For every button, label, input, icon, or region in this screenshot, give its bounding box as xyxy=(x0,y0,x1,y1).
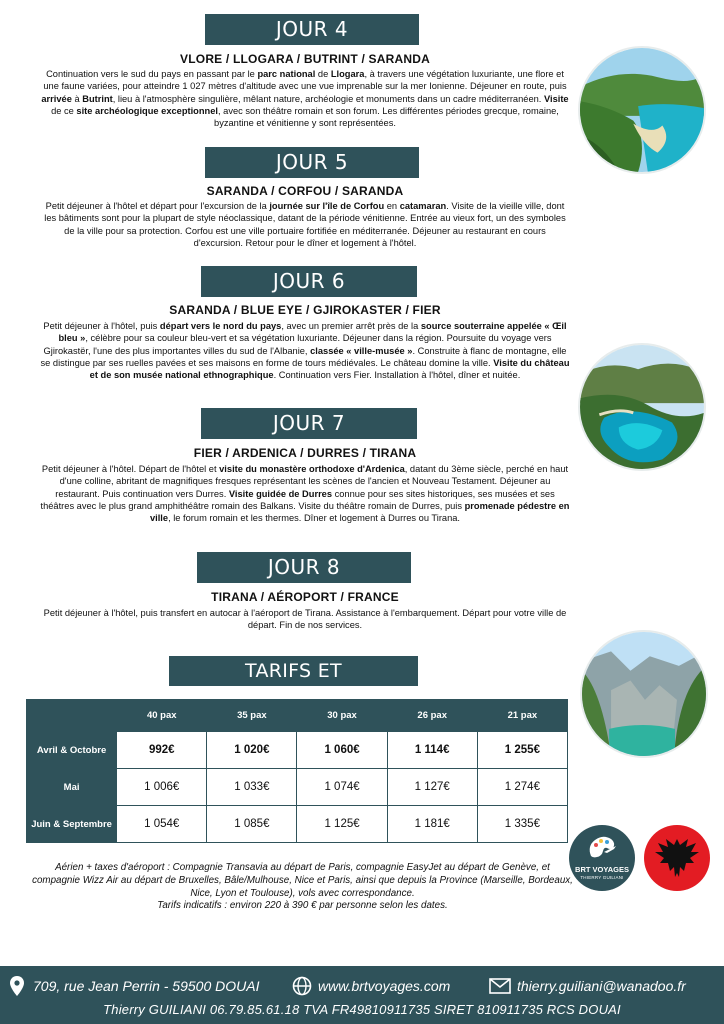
body-text: de ce xyxy=(51,105,77,116)
body-text: , le forum romain et les thermes. Dîner et logement à Durres ou Tirana. xyxy=(168,513,461,524)
price-cell: 1 006€ xyxy=(117,769,207,806)
brt-voyages-logo xyxy=(569,825,635,891)
row-label: Mai xyxy=(27,769,117,806)
body-text: Petit déjeuner à l'hôtel, puis transfert en autocar à l'aéroport de Tirana. Assistance à l'embarquement. Départ pour votre ville de départ. Fin de nos services. xyxy=(43,608,567,631)
highlight-text: Llogara xyxy=(330,69,365,79)
body-text: Continuation vers le sud du pays en passant par le xyxy=(46,69,258,79)
price-cell: 1 060€ xyxy=(297,732,387,769)
day-8-route: TIRANA / AÉROPORT / FRANCE xyxy=(211,590,399,604)
body-text: à xyxy=(71,93,83,104)
body-text: , datant du 3ème siècle, perché en haut d'une colline, abritant de magnifiques fresques représentant les scènes de l'ancien et Nouveau Testament. Déjeuner au restaurant. Puis continuation vers Durres. xyxy=(55,464,569,499)
day-8-title: JOUR 8 xyxy=(267,555,341,579)
day-5-title: JOUR 5 xyxy=(275,150,349,174)
price-table xyxy=(26,699,568,843)
price-cell: 1 127€ xyxy=(387,769,477,806)
body-text: connue pour ses sites historiques, ses musées et ses théâtres avec le plus grand amphithéâtre romain des Balkans. Visite du théâtre romain de Durres, puis xyxy=(40,488,555,511)
highlight-text: Butrint xyxy=(82,93,113,104)
day-6-route: SARANDA / BLUE EYE / GJIROKASTER / FIER xyxy=(169,303,441,317)
tarifs-notes xyxy=(30,862,575,913)
highlight-text: visite du monastère orthodoxe d'Ardenica xyxy=(219,464,405,474)
flight-info-note: Aérien + taxes d'aéroport : Compagnie Transavia au départ de Paris, compagnie EasyJet au départ de Genève, et compagnie Wizz Air au départ de Bruxelles, Bâle/Mulhouse, Nice et Paris, ainsi que depuis la Province (Marseille, Bordeaux, Nice, Lyon et Toulouse), vols avec correspondance. xyxy=(32,862,573,899)
price-cell: 1 114€ xyxy=(387,732,477,769)
price-cell: 1 074€ xyxy=(297,769,387,806)
footer xyxy=(0,966,724,1024)
highlight-text: parc national xyxy=(257,69,316,79)
body-text: . Continuation vers Fier. Installation à l'hôtel, dîner et nuitée. xyxy=(273,370,521,381)
day-4-description xyxy=(40,68,570,129)
coast-photo xyxy=(578,46,706,174)
day-8-banner xyxy=(197,552,411,583)
body-text: , avec son théâtre romain et son forum. Les différentes périodes grecque, romaine, byzantine et vénitienne y sont représentées. xyxy=(214,105,559,129)
body-text: , à travers une végétation luxuriante, une flore et une faune variées, pour atteindre 1 027 mètres d'altitude avec une vue imprenable sur la mer Ionienne. Déjeuner en route, puis xyxy=(43,69,567,92)
logo-sub-text: THIERRY GUILIANI xyxy=(580,875,624,880)
highlight-text: site archéologique exceptionnel xyxy=(76,105,218,116)
price-table-corner xyxy=(27,700,117,732)
day-7-route: FIER / ARDENICA / DURRES / TIRANA xyxy=(193,446,417,460)
tarifs-banner xyxy=(169,656,418,686)
highlight-text: Visite xyxy=(543,93,569,104)
day-5-banner xyxy=(205,147,419,178)
row-label: Avril & Octobre xyxy=(27,732,117,769)
day-5-route: SARANDA / CORFOU / SARANDA xyxy=(206,184,404,198)
footer-website[interactable]: www.brtvoyages.com xyxy=(318,978,451,994)
coast-photo-image xyxy=(580,48,704,172)
body-text: Petit déjeuner à l'hôtel, puis xyxy=(43,321,160,331)
body-text: , célèbre pour sa couleur bleu-vert et sa végétation luxuriante. Déjeuner dans la région. Poursuite du voyage vers Gjirokastër, l'une des plus importantes villes du sud de l'Albanie, xyxy=(43,333,552,356)
column-header: 26 pax xyxy=(387,700,477,732)
highlight-text: catamaran xyxy=(399,201,447,211)
canyon-photo-image xyxy=(582,632,706,756)
body-text: . Construite à flanc de montagne, elle se distingue par ses ruelles pavées et ses maisons en forme de tours médiévales. Le château domine la ville. xyxy=(40,345,567,368)
body-text: Petit déjeuner à l'hôtel. Départ de l'hôtel et xyxy=(41,464,220,474)
body-text: . Visite de la vieille ville, dont les bâtiments sont pour la plupart de style néoclassique, datant de la période vénitienne. Entrée au vieux fort, un des symboles de la ville pour sa protection. Corfou est une ville portuaire fortifiée en méditerranée. Déjeuner au restaurant en cours d'excursion. Retour pour le dîner et logement à l'hôtel. xyxy=(44,201,566,248)
tarifs-title: TARIFS ET xyxy=(245,660,342,682)
day-7-title: JOUR 7 xyxy=(272,411,346,435)
column-header: 35 pax xyxy=(207,700,297,732)
column-header: 21 pax xyxy=(477,700,567,732)
price-cell: 1 255€ xyxy=(477,732,567,769)
day-6-description xyxy=(40,320,570,381)
footer-email[interactable]: thierry.guiliani@wanadoo.fr xyxy=(517,978,686,994)
day-6-banner xyxy=(201,266,417,297)
indicative-price-note: Tarifs indicatifs : environ 220 à 390 € par personne selon les dates. xyxy=(157,900,448,912)
highlight-text: classée « ville-musée » xyxy=(310,345,413,356)
highlight-text: Visite du château et de son musée national ethnographique xyxy=(89,357,570,381)
highlight-text: arrivée xyxy=(41,93,72,104)
price-cell: 1 181€ xyxy=(387,806,477,843)
column-header: 40 pax xyxy=(117,700,207,732)
price-table-header-row xyxy=(27,700,568,732)
table-row xyxy=(27,769,568,806)
lagoon-photo xyxy=(578,343,706,471)
price-cell: 1 020€ xyxy=(207,732,297,769)
day-7-description xyxy=(40,463,570,524)
highlight-text: Visite guidée de Durres xyxy=(228,488,333,499)
location-pin-icon xyxy=(10,976,24,996)
albania-flag xyxy=(644,825,710,891)
body-text: Petit déjeuner à l'hôtel et départ pour l'excursion de la xyxy=(45,201,270,211)
price-cell: 1 125€ xyxy=(297,806,387,843)
price-cell: 1 033€ xyxy=(207,769,297,806)
body-text: , avec un premier arrêt près de la xyxy=(281,321,421,331)
highlight-text: source souterraine appelée « Œil bleu » xyxy=(58,321,567,344)
row-label: Juin & Septembre xyxy=(27,806,117,843)
palette-airplane-icon xyxy=(587,834,617,862)
table-row xyxy=(27,732,568,769)
day-4-route: VLORE / LLOGARA / BUTRINT / SARANDA xyxy=(180,52,430,66)
price-cell: 992€ xyxy=(117,732,207,769)
body-text: en xyxy=(384,201,400,211)
canyon-photo xyxy=(580,630,708,758)
table-row xyxy=(27,806,568,843)
envelope-icon xyxy=(489,978,511,994)
logo-brand-text: BRT VOYAGES xyxy=(575,865,629,874)
price-cell: 1 274€ xyxy=(477,769,567,806)
footer-legal: Thierry GUILIANI 06.79.85.61.18 TVA FR49810911735 SIRET 810911735 RCS DOUAI xyxy=(103,1002,621,1017)
lagoon-photo-image xyxy=(580,345,704,469)
day-8-description xyxy=(40,607,570,632)
footer-address: 709, rue Jean Perrin - 59500 DOUAI xyxy=(33,978,260,994)
highlight-text: journée sur l'île de Corfou xyxy=(269,201,385,211)
price-cell: 1 085€ xyxy=(207,806,297,843)
day-6-title: JOUR 6 xyxy=(272,269,346,293)
double-headed-eagle-icon xyxy=(644,825,710,891)
day-5-description xyxy=(40,200,570,249)
body-text: de xyxy=(315,69,331,79)
highlight-text: départ vers le nord du pays xyxy=(159,321,282,331)
highlight-text: promenade pédestre en ville xyxy=(149,500,570,524)
day-7-banner xyxy=(201,408,417,439)
price-cell: 1 335€ xyxy=(477,806,567,843)
day-4-banner xyxy=(205,14,419,45)
day-4-title: JOUR 4 xyxy=(275,17,349,41)
globe-icon xyxy=(292,976,312,996)
column-header: 30 pax xyxy=(297,700,387,732)
price-cell: 1 054€ xyxy=(117,806,207,843)
body-text: , lieu à l'atmosphère singulière, mêlant nature, archéologie et monuments dans un cadre méditerranéen. xyxy=(112,93,544,104)
